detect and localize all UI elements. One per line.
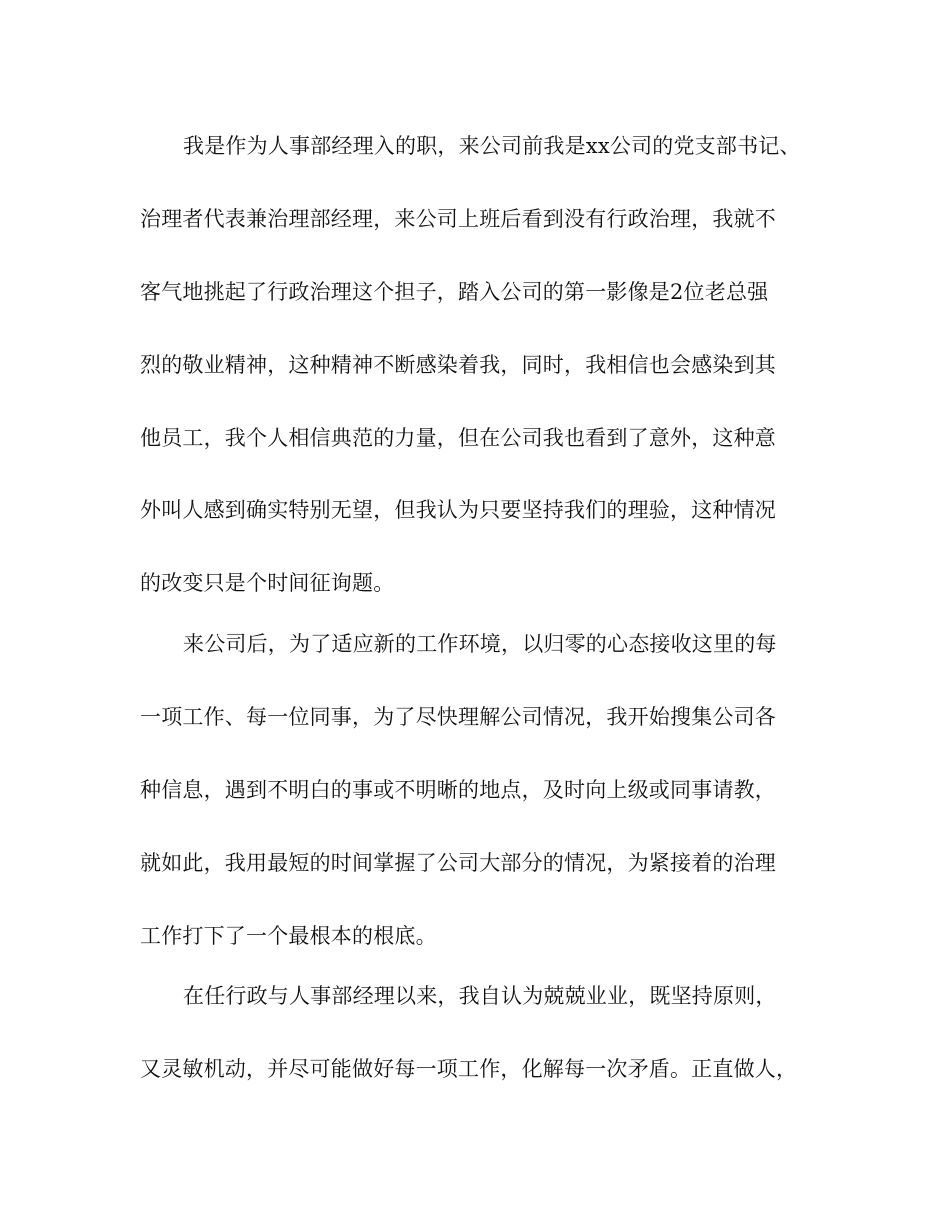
paragraph-2-line-2: 一项工作、每一位同事，为了尽快理解公司情况，我开始搜集公司各 <box>140 705 776 729</box>
paragraph-1-line-6: 外叫人感到确实特别无望，但我认为只要坚持我们的理验，这种情况 <box>140 498 776 522</box>
paragraph-2-line-4: 就如此，我用最短的时间掌握了公司大部分的情况，为紧接着的治理 <box>140 851 776 875</box>
paragraph-3-line-2: 又灵敏机动，并尽可能做好每一项工作，化解每一次矛盾。正直做人， <box>140 1057 798 1081</box>
paragraph-2-line-3: 种信息，遇到不明白的事或不明晰的地点，及时向上级或同事请教， <box>140 778 776 802</box>
paragraph-1-line-1: 我是作为人事部经理入的职，来公司前我是xx公司的党支部书记、 <box>183 134 801 158</box>
paragraph-3-line-1: 在任行政与人事部经理以来，我自认为兢兢业业，既坚持原则， <box>183 984 777 1008</box>
paragraph-1-line-5: 他员工，我个人相信典范的力量，但在公司我也看到了意外，这种意 <box>140 426 776 450</box>
paragraph-1-line-2: 治理者代表兼治理部经理，来公司上班后看到没有行政治理，我就不 <box>140 207 776 231</box>
paragraph-1-line-3: 客气地挑起了行政治理这个担子，踏入公司的第一影像是2位老总强 <box>140 280 769 304</box>
paragraph-1-line-4: 烈的敬业精神，这种精神不断感染着我，同时，我相信也会感染到其 <box>140 353 776 377</box>
paragraph-2-line-1: 来公司后，为了适应新的工作环境，以归零的心态接收这里的每 <box>183 632 777 656</box>
paragraph-1-line-7: 的改变只是个时间征询题。 <box>140 571 395 595</box>
paragraph-2-line-5: 工作打下了一个最根本的根底。 <box>140 924 437 948</box>
